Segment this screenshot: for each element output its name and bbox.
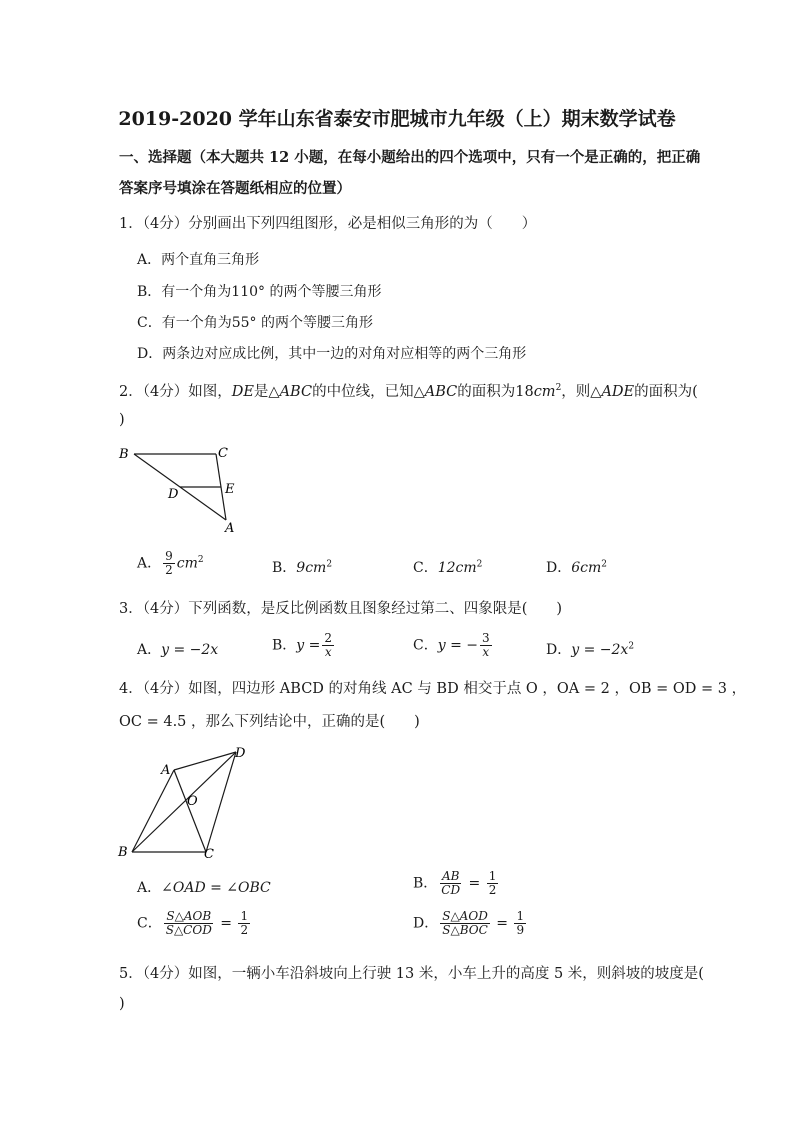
q5-stem-close: ) bbox=[119, 996, 125, 1012]
q2-label-d: D bbox=[168, 487, 179, 502]
q2-option-c: C．$12cm^2$ bbox=[413, 559, 483, 576]
q2-option-b: B．$9cm^2$ bbox=[272, 559, 333, 576]
page-title: 2019-2020 学年山东省泰安市肥城市九年级（上）期末数学试卷 bbox=[118, 108, 676, 130]
q1-option-d: D．两条边对应成比例，其中一边的对角对应相等的两个三角形 bbox=[137, 346, 527, 362]
q4-label-a: A bbox=[161, 763, 171, 778]
q4-option-c: C． $\frac{\text{S△AOB}}{\text{S△COD}}$ = $\frac{1}{2}$ bbox=[137, 909, 249, 937]
q4-stem-line2: OC = 4.5 ，那么下列结论中，正确的是( ) bbox=[119, 714, 420, 730]
q3-option-a: A．y = −2x bbox=[137, 642, 219, 658]
q4-option-d: D． $\frac{\text{S△AOD}}{\text{S△BOC}}$ = $\frac{1}{9}$ bbox=[413, 909, 525, 937]
q2-triangle-figure bbox=[114, 440, 254, 535]
q1-stem: 1．（4分）分别画出下列四组图形，必是相似三角形的为（ ） bbox=[119, 216, 537, 232]
section-heading-line2: 答案序号填涂在答题纸相应的位置） bbox=[119, 180, 351, 197]
q2-label-e: E bbox=[225, 482, 235, 497]
q2-option-d: D．$6cm^2$ bbox=[546, 559, 607, 576]
q2-stem: 2．（4分）如图，DE是△ABC的中位线，已知△ABC的面积为$18cm^2$，则△ADE的面积为( bbox=[119, 383, 698, 400]
q2-label-b: B bbox=[119, 447, 129, 462]
q4-label-d: D bbox=[235, 746, 246, 761]
q4-label-c: C bbox=[204, 847, 214, 862]
q2-option-a: A． $\frac{9}{2}$ $cm^2$ bbox=[137, 549, 204, 577]
section-heading-line1: 一、选择题（本大题共 12 小题，在每小题给出的四个选项中，只有一个是正确的，把正确 bbox=[119, 149, 701, 166]
q3-option-c: C．y = − $\frac{3}{x}$ bbox=[413, 631, 490, 659]
q4-quadrilateral-figure bbox=[114, 740, 264, 865]
q4-option-a: A．∠OAD = ∠OBC bbox=[137, 880, 271, 896]
q3-option-b: B．y = $\frac{2}{x}$ bbox=[272, 631, 333, 659]
q4-label-o: O bbox=[187, 794, 198, 809]
q1-option-c: C．有一个角为55° 的两个等腰三角形 bbox=[137, 315, 373, 331]
q2-label-a: A bbox=[225, 521, 235, 535]
q1-option-b: B．有一个角为110° 的两个等腰三角形 bbox=[137, 284, 382, 300]
q1-option-a: A．两个直角三角形 bbox=[137, 252, 260, 268]
q5-stem: 5．（4分）如图，一辆小车沿斜坡向上行驶 13 米，小车上升的高度 5 米，则斜坡的坡度是( bbox=[119, 966, 704, 982]
q4-label-b: B bbox=[118, 845, 128, 860]
q3-option-d: D．$y = -2x^2$ bbox=[546, 641, 635, 658]
q4-option-b: B． $\frac{AB}{CD}$ = $\frac{1}{2}$ bbox=[413, 869, 497, 897]
q4-stem-line1: 4．（4分）如图，四边形 ABCD 的对角线 AC 与 BD 相交于点 O ，OA = 2 ，OB = OD = 3 ， bbox=[119, 681, 747, 697]
q2-stem-close: ) bbox=[119, 412, 125, 428]
q3-stem: 3．（4分）下列函数，是反比例函数且图象经过第二、四象限是( ) bbox=[119, 601, 563, 617]
q2-label-c: C bbox=[218, 446, 228, 461]
